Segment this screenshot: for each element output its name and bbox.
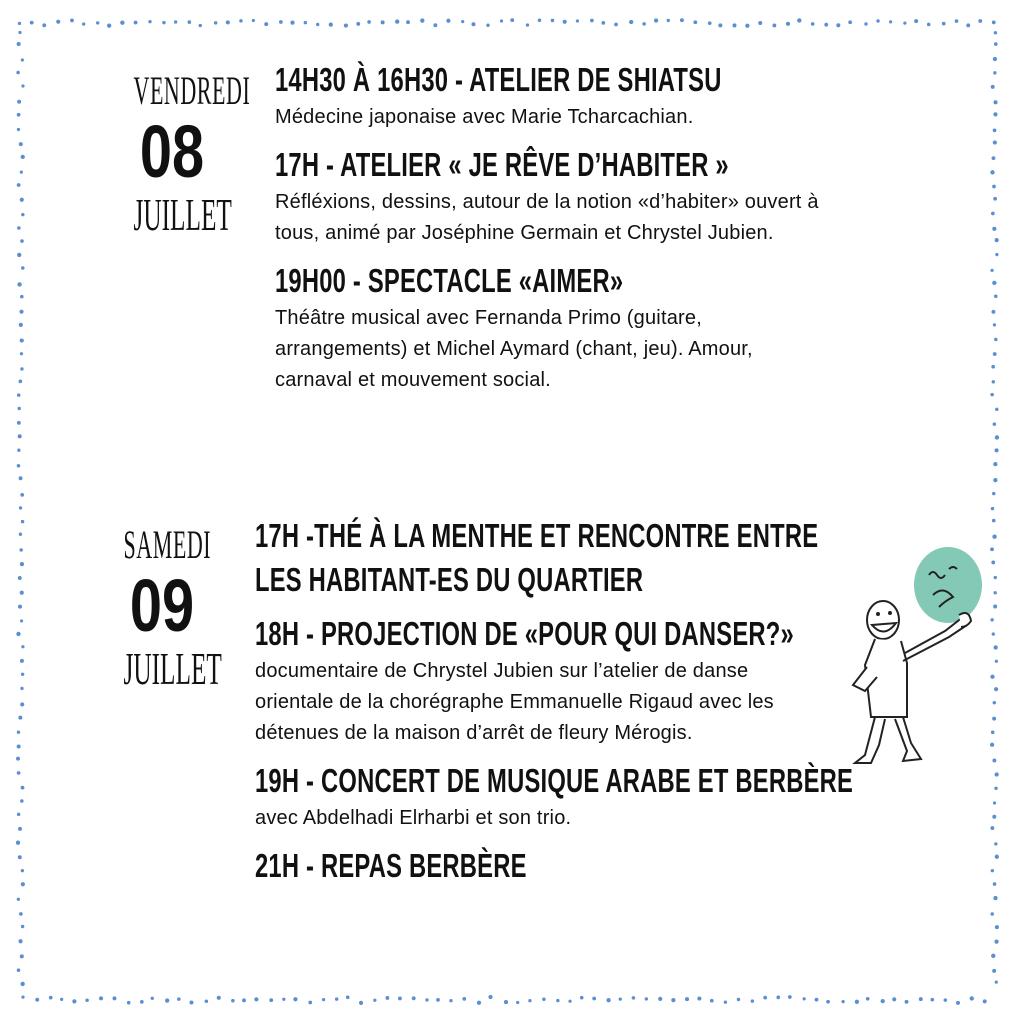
event-title: 14H30 À 16H30 - ATELIER DE SHIATSU: [275, 61, 722, 98]
event-title: 18H - PROJECTION DE «POUR QUI DANSER?»: [255, 615, 794, 652]
event-item: [275, 58, 835, 133]
event-title-line: LES HABITANT-ES DU QUARTIER: [255, 561, 644, 598]
events-saturday: [255, 514, 855, 898]
event-description: Théâtre musical avec Fernanda Primo (guitare, arrangements) et Michel Aymard (chant, jeu). Amour, carnaval et mouvement social.: [275, 307, 753, 391]
day-number: 09: [129, 564, 195, 647]
event-item: [255, 612, 855, 749]
event-description: avec Abdelhadi Elrharbi et son trio.: [255, 807, 572, 829]
weekday-label: VENDREDI: [133, 68, 251, 113]
day-number: 08: [139, 110, 205, 193]
month-label: JUILLET: [133, 189, 232, 240]
month-label: JUILLET: [123, 643, 222, 694]
event-description: documentaire de Chrystel Jubien sur l’atelier de danse orientale de la chorégraphe Emmanuelle Rigaud avec les détenues de la maison d’arrêt de fleury Mérogis.: [255, 660, 774, 744]
smiling-figure-with-speech-bubble-icon: [845, 535, 990, 775]
event-item: [275, 143, 835, 249]
event-item: [275, 259, 835, 396]
event-item: [255, 759, 855, 834]
event-title: 17H - ATELIER « JE RÊVE D’HABITER »: [275, 146, 729, 183]
event-item: [255, 514, 855, 602]
event-description: Réfléxions, dessins, autour de la notion «d’habiter» ouvert à tous, animé par Joséphine Germain et Chrystel Jubien.: [275, 191, 819, 244]
event-title: 19H00 - SPECTACLE «AIMER»: [275, 262, 624, 299]
event-item: [255, 844, 855, 888]
event-title-line: 17H -THÉ À LA MENTHE ET RENCONTRE ENTRE: [255, 517, 819, 554]
day-block-friday: [102, 68, 251, 240]
event-description: Médecine japonaise avec Marie Tcharcachian.: [275, 106, 694, 128]
event-title: 21H - REPAS BERBÈRE: [255, 847, 527, 884]
weekday-label: SAMEDI: [123, 522, 212, 567]
events-friday: [275, 58, 835, 406]
day-block-saturday: [92, 522, 232, 694]
event-title: 19H - CONCERT DE MUSIQUE ARABE ET BERBÈRE: [255, 762, 854, 799]
